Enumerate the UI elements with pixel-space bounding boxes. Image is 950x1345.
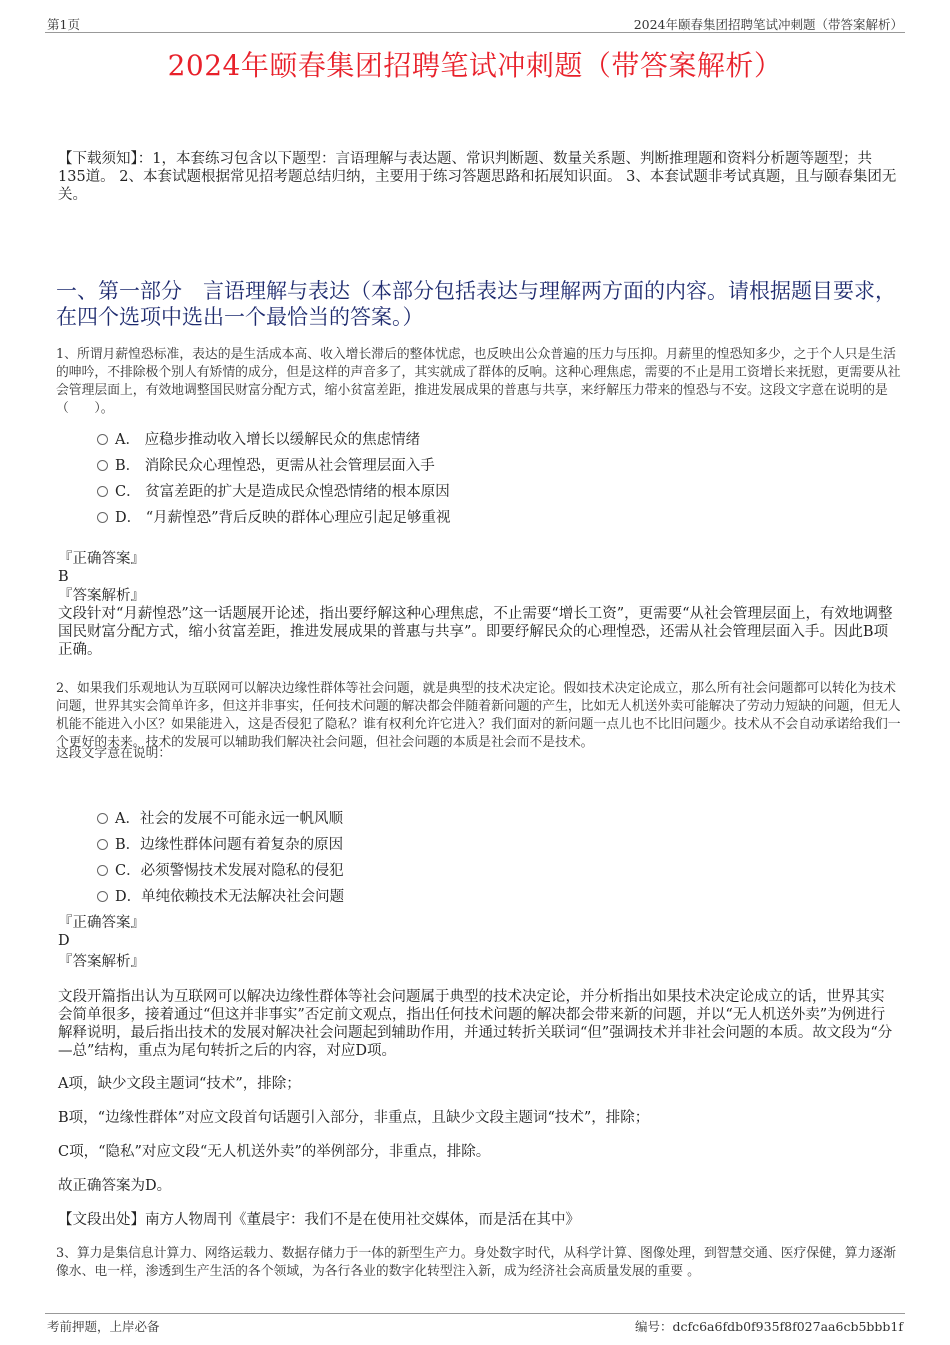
question-1-analysis-label: 『答案解析』	[58, 588, 145, 604]
question-1-text: 1、所谓月薪惶恐标准，表达的是生活成本高、收入增长滞后的整体忧虑，也反映出公众普遍的压力与压抑。月薪里的惶恐知多少，之于个人只是生活的呻吟，不排除极个别人有矫情的成分，但是这样的声音多了，其实就成了群体的反响。这种心理焦虑，需要的不止是用工资增长来抚慰，更需要从社会管理层面上，有效地调整国民财富分配方式，缩小贫富差距，推进发展成果的普惠与共享，来纾解压力带来的惶恐与不安。这段文字意在说明的是（ ）。	[56, 347, 901, 416]
question-2-answer: D	[58, 933, 70, 949]
question-1-answer: B	[58, 569, 69, 585]
question-3-text: 3、算力是集信息计算力、网络运载力、数据存储力于一体的新型生产力。身处数字时代，从科学计算、图像处理，到智慧交通、医疗保健，算力逐渐像水、电一样，渗透到生产生活的各个领域，为各行各业的数字化转型注入新，成为经济社会高质量发展的重要 。	[56, 1246, 896, 1279]
question-2-analysis-label: 『答案解析』	[58, 954, 145, 970]
page-number: 第1页	[47, 17, 80, 32]
question-1-analysis: 文段针对“月薪惶恐”这一话题展开论述，指出要纾解这种心理焦虑，不止需要“增长工资”，更需要“从社会管理层面上，有效地调整国民财富分配方式，缩小贫富差距，推进发展成果的普惠与共享”。即要纾解民众的心理惶恐，还需从社会管理层面入手。因此B项正确。	[58, 606, 893, 658]
question-2-analysis-b: B项，“边缘性群体”对应文段首句话题引入部分，非重点，且缺少文段主题词“技术”，排除；	[58, 1110, 650, 1126]
section-heading: 一、第一部分 言语理解与表达（本部分包括表达与理解两方面的内容。请根据题目要求，在四个选项中选出一个最恰当的答案。）	[56, 279, 896, 329]
download-notice: 【下载须知】：1，本套练习包含以下题型：言语理解与表达题、常识判断题、数量关系题、判断推理题和资料分析题等题型；共135道。 2、本套试题根据常见招考题总结归纳，主要用于练习答题思路和拓展知识面。 3、本套试题非考试真题，且与颐春集团无关。	[58, 151, 897, 203]
radio-icon[interactable]	[97, 512, 108, 523]
question-2-analysis: 文段开篇指出认为互联网可以解决边缘性群体等社会问题属于典型的技术决定论，并分析指出如果技术决定论成立的话，世界其实会简单很多，接着通过“但这并非事实”否定前文观点，指出任何技术问题的解决都会带来新的问题，并以“无人机送外卖”为例进行解释说明，最后指出技术的发展对解决社会问题起到辅助作用，并通过转折关联词“但”强调技术并非社会问题的本质。故文段为“分—总”结构，重点为尾句转折之后的内容，对应D项。	[58, 989, 893, 1059]
radio-icon[interactable]	[97, 839, 108, 850]
radio-icon[interactable]	[97, 865, 108, 876]
question-2-prompt: 这段文字意在说明：	[56, 746, 172, 761]
header-doc-title: 2024年颐春集团招聘笔试冲刺题（带答案解析）	[633, 17, 903, 32]
question-2-source: 【文段出处】南方人物周刊《董晨宇：我们不是在使用社交媒体，而是活在其中》	[58, 1212, 580, 1228]
radio-icon[interactable]	[97, 460, 108, 471]
radio-icon[interactable]	[97, 891, 108, 902]
page-header	[45, 14, 905, 33]
question-2-analysis-a: A项，缺少文段主题词“技术”，排除；	[58, 1076, 301, 1092]
page-footer	[45, 1313, 905, 1334]
footer-slogan: 考前押题，上岸必备	[47, 1319, 160, 1334]
radio-icon[interactable]	[97, 434, 108, 445]
question-1-answer-label: 『正确答案』	[58, 551, 145, 567]
radio-icon[interactable]	[97, 486, 108, 497]
question-2-conclusion: 故正确答案为D。	[58, 1178, 172, 1194]
document-title: 2024年颐春集团招聘笔试冲刺题（带答案解析）	[167, 49, 783, 82]
footer-doc-id: 编号：dcfc6a6fdb0f935f8f027aa6cb5bbb1f	[634, 1319, 903, 1334]
radio-icon[interactable]	[97, 813, 108, 824]
question-2-text: 2、如果我们乐观地认为互联网可以解决边缘性群体等社会问题，就是典型的技术决定论。假如技术决定论成立，那么所有社会问题都可以转化为技术问题，世界其实会简单许多，但这并非事实，任何技术问题的解决都会伴随着新问题的产生，比如无人机送外卖可能解决了劳动力短缺的问题，但无人机能不能进入小区？如果能进入，这是否侵犯了隐私？谁有权利允许它进入？我们面对的新问题一点儿也不比旧问题少。技术从不会自动承诺给我们一个更好的未来。技术的发展可以辅助我们解决社会问题，但社会问题的本质是社会而不是技术。	[56, 681, 901, 750]
question-2-answer-label: 『正确答案』	[58, 915, 145, 931]
question-2-analysis-c: C项，“隐私”对应文段“无人机送外卖”的举例部分，非重点，排除。	[58, 1144, 491, 1160]
